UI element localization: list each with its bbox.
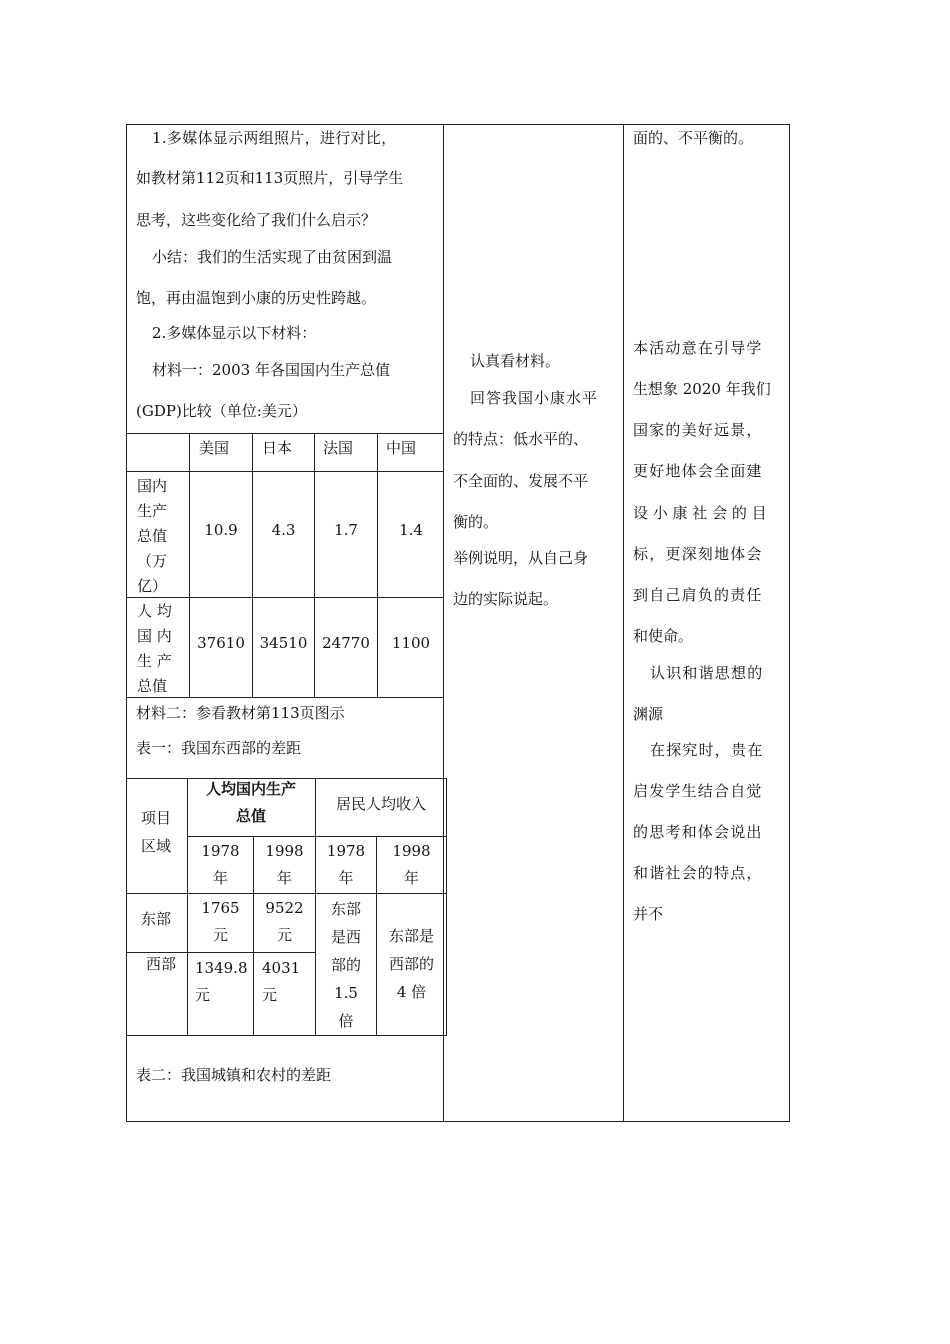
ew-corner-line-1: 项目 xyxy=(141,809,172,827)
student-activity-line-4: 不全面的、发展不平 xyxy=(453,472,589,490)
gdp-row2-label-3: 生 产 xyxy=(137,652,172,670)
ew-income-header: 居民人均收入 xyxy=(335,795,426,813)
material-1-line-2: (GDP)比较（单位:美元） xyxy=(136,402,307,420)
ew-income-ratio-1978: 东部 是西 部的 1.5 倍 xyxy=(330,900,361,1030)
gdp-row1-label-4: （万 xyxy=(137,552,168,570)
ew-gdp-header-line-2: 总值 xyxy=(235,807,266,825)
outer-right-border xyxy=(789,124,790,1122)
gdp-table-col-line-3 xyxy=(314,433,315,698)
gdp-france-total: 1.7 xyxy=(334,521,358,539)
ew-corner-line-2: 区域 xyxy=(141,837,172,855)
gdp-france-per-capita: 24770 xyxy=(322,634,370,652)
design-intent-line-4: 更好地体会全面建 xyxy=(633,462,763,480)
ew-table-bottom xyxy=(126,1035,447,1036)
gdp-table-bottom xyxy=(126,697,444,698)
gdp-header-france: 法国 xyxy=(323,439,354,457)
activity-step-2: 2.多媒体显示以下材料： xyxy=(152,324,317,342)
ew-west-gdp-1978: 1349.8 元 xyxy=(195,959,248,1004)
ew-west-gdp-1998: 4031 元 xyxy=(262,959,301,1004)
material-1-line-1: 材料一：2003 年各国国内生产总值 xyxy=(152,361,390,379)
ew-year-gdp-1978: 1978 年 xyxy=(201,842,240,887)
design-intent-line-13: 的思考和体会说出 xyxy=(633,823,763,841)
design-intent-line-14: 和谐社会的特点， xyxy=(633,864,763,882)
design-intent-line-12: 启发学生结合自觉 xyxy=(633,782,763,800)
student-activity-line-3: 的特点：低水平的、 xyxy=(453,430,589,448)
gdp-row2-label-4: 总值 xyxy=(137,677,168,695)
ew-income-ratio-1998: 东部是 西部的 4 倍 xyxy=(388,927,434,1001)
design-intent-line-15: 并不 xyxy=(633,905,664,923)
table-1-title: 表一：我国东西部的差距 xyxy=(136,739,302,757)
student-activity-line-1: 认真看材料。 xyxy=(470,352,561,370)
design-intent-line-11: 在探究时，贵在 xyxy=(650,741,764,759)
gdp-row1-label-1: 国内 xyxy=(137,477,168,495)
gdp-table-col-line-1 xyxy=(189,433,190,698)
ew-east-gdp-1978: 1765 元 xyxy=(201,899,240,944)
gdp-row1-label-2: 生产 xyxy=(137,502,168,520)
ew-gdp-header-line-1: 人均国内生产 xyxy=(205,780,296,798)
gdp-row1-label-5: 亿） xyxy=(137,577,168,595)
gdp-row2-label-1: 人 均 xyxy=(137,602,172,620)
outer-left-border xyxy=(126,124,127,1122)
gdp-china-per-capita: 1100 xyxy=(391,634,431,652)
ew-table-row-line-2 xyxy=(126,952,316,953)
ew-year-gdp-1998: 1998 年 xyxy=(265,842,304,887)
design-intent-line-5: 设 小 康 社 会 的 目 xyxy=(633,504,767,522)
activity-step-1-line-1: 1.多媒体显示两组照片，进行对比， xyxy=(152,129,397,147)
design-intent-line-9: 认识和谐思想的 xyxy=(650,664,764,682)
design-intent-line-3: 国家的美好远景， xyxy=(633,421,763,439)
design-intent-line-8: 和使命。 xyxy=(633,627,694,645)
summary-line-2: 饱，再由温饱到小康的历史性跨越。 xyxy=(136,289,377,307)
gdp-table-top xyxy=(126,433,444,434)
ew-table-right xyxy=(446,778,447,1036)
design-intent-line-2: 生想象 2020 年我们 xyxy=(633,380,771,398)
ew-east-gdp-1998: 9522 元 xyxy=(265,899,304,944)
summary-line-1: 小结：我们的生活实现了由贫困到温 xyxy=(152,248,393,266)
ew-west-label: 西部 xyxy=(146,955,177,973)
design-intent-line-6: 标，更深刻地体会 xyxy=(633,545,763,563)
column-divider-2 xyxy=(623,124,624,1122)
material-2: 材料二：参看教材第113页图示 xyxy=(136,704,345,722)
student-activity-line-5: 衡的。 xyxy=(453,513,499,531)
gdp-row2-label-2: 国 内 xyxy=(137,627,172,645)
gdp-table-col-line-2 xyxy=(252,433,253,698)
gdp-header-china: 中国 xyxy=(386,439,417,457)
outer-bottom-border xyxy=(126,1121,790,1122)
ew-table-row-line-1 xyxy=(126,893,447,894)
gdp-table-col-line-4 xyxy=(377,433,378,698)
design-intent-line-7: 到自己肩负的责任 xyxy=(633,586,763,604)
design-intent-line-10: 渊源 xyxy=(633,705,664,723)
gdp-japan-per-capita: 34510 xyxy=(259,634,308,652)
student-activity-line-6: 举例说明，从自己身 xyxy=(453,549,589,567)
gdp-header-usa: 美国 xyxy=(199,439,230,457)
activity-step-1-line-2: 如教材第112页和113页照片，引导学生 xyxy=(136,169,404,187)
ew-year-income-1978: 1978 年 xyxy=(326,842,366,887)
table-2-title: 表二：我国城镇和农村的差距 xyxy=(136,1066,332,1084)
gdp-usa-total: 10.9 xyxy=(204,521,238,539)
gdp-row1-label-3: 总值 xyxy=(137,527,168,545)
gdp-japan-total: 4.3 xyxy=(271,521,296,539)
gdp-usa-per-capita: 37610 xyxy=(197,634,245,652)
activity-step-1-line-3: 思考，这些变化给了我们什么启示？ xyxy=(136,211,377,229)
gdp-header-japan: 日本 xyxy=(262,439,293,457)
student-activity-line-2: 回答我国小康水平 xyxy=(470,389,599,407)
gdp-table-row-line-2 xyxy=(126,597,444,598)
gdp-table-row-line-1 xyxy=(126,471,444,472)
design-intent-line-1: 本活动意在引导学 xyxy=(633,339,763,357)
design-intent-top: 面的、不平衡的。 xyxy=(633,129,754,147)
ew-table-header-divider xyxy=(187,836,447,837)
ew-east-label: 东部 xyxy=(141,910,172,928)
student-activity-line-7: 边的实际说起。 xyxy=(453,590,559,608)
gdp-china-total: 1.4 xyxy=(399,521,423,539)
ew-year-income-1998: 1998 年 xyxy=(392,842,431,887)
outer-top-border xyxy=(126,124,790,125)
